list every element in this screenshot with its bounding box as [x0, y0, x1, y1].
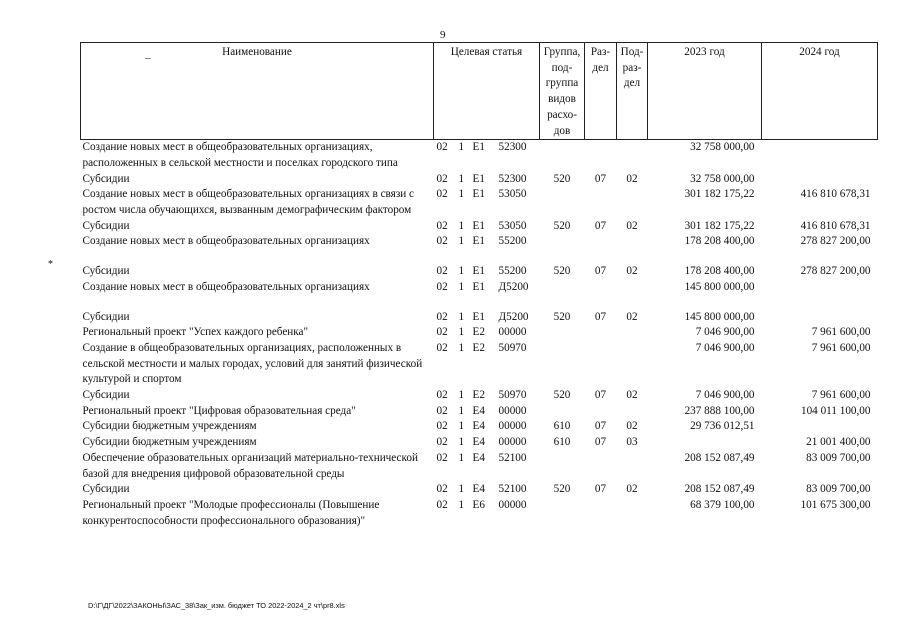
table-row [81, 325, 878, 341]
row-group [540, 451, 585, 482]
target-article-part: 00000 [498, 436, 527, 449]
row-group [540, 280, 585, 296]
row-target-article [434, 404, 540, 420]
target-article-part: 00000 [498, 404, 527, 417]
header-group: Группа, под-группа видов расхо-дов [540, 43, 585, 140]
target-article-part: 02 [436, 404, 448, 417]
row-target-article [434, 325, 540, 341]
target-article-part: Е1 [472, 235, 485, 248]
row-amount-2024 [762, 140, 878, 172]
target-article-part: Е1 [472, 188, 485, 201]
file-path-footer: D:\Г\ДГ\2022\ЗАКОНЫ\ЗАС_38\Зак_изм. бюджет ТО 2022-2024_2 чт\pr8.xls [88, 601, 345, 610]
target-article-part: 02 [436, 141, 448, 154]
table-row [81, 310, 878, 326]
header-name: Наименование [81, 43, 434, 140]
row-amount-2024: 7 961 600,00 [811, 326, 871, 339]
row-subsection: 03 [626, 436, 638, 449]
dash-mark: – [145, 52, 151, 64]
target-article-part: 53050 [498, 188, 527, 201]
target-article-part: 02 [436, 310, 448, 323]
target-article-part: 02 [436, 326, 448, 339]
row-name: Субсидии бюджетным учреждениям [82, 436, 257, 449]
table-row [81, 435, 878, 451]
row-subsection [617, 140, 648, 172]
row-amount-2024 [762, 280, 878, 296]
target-article-part: 1 [458, 436, 465, 449]
row-amount-2023: 145 800 000,00 [684, 280, 755, 293]
row-amount-2024: 7 961 600,00 [811, 389, 871, 402]
row-name: Региональный проект "Цифровая образовательная среда" [82, 404, 356, 417]
row-target-article [434, 341, 540, 388]
row-name: Субсидии [82, 483, 130, 496]
row-name: Субсидии [82, 172, 130, 185]
row-target-article [434, 419, 540, 435]
row-amount-2024: 7 961 600,00 [811, 341, 871, 354]
row-amount-2024: 83 009 700,00 [806, 451, 871, 464]
row-subsection [617, 498, 648, 529]
table-row [81, 498, 878, 529]
table-row [81, 388, 878, 404]
row-amount-2024: 278 827 200,00 [800, 235, 871, 248]
row-section [585, 451, 617, 482]
row-target-article [434, 310, 540, 326]
target-article-part: 1 [458, 498, 465, 511]
target-article-part: 1 [458, 420, 465, 433]
target-article-part: Е4 [472, 436, 485, 449]
target-article-part: Е1 [472, 141, 485, 154]
row-amount-2024: 83 009 700,00 [806, 483, 871, 496]
row-name: Создание в общеобразовательных организациях, расположенных в сельской местности и малых городах, условий для занятий физической культурой и спортом [82, 341, 423, 386]
target-article-part: 1 [458, 326, 465, 339]
row-spacer [81, 250, 878, 264]
target-article-part: Е4 [472, 404, 485, 417]
row-amount-2023: 68 379 100,00 [690, 498, 755, 511]
table-row [81, 451, 878, 482]
row-amount-2024: 416 810 678,31 [800, 188, 871, 201]
row-section: 07 [594, 172, 607, 185]
row-amount-2024: 278 827 200,00 [800, 265, 871, 278]
target-article-part: 1 [458, 389, 465, 402]
row-name: Создание новых мест в общеобразовательных организациях [82, 280, 370, 293]
target-article-part: 02 [436, 436, 448, 449]
target-article-part: Е2 [472, 389, 485, 402]
row-amount-2023: 32 758 000,00 [690, 172, 755, 185]
target-article-part: Д5200 [498, 280, 529, 293]
target-article-part: 1 [458, 280, 465, 293]
row-amount-2023: 301 182 175,22 [684, 219, 755, 232]
row-section [585, 280, 617, 296]
row-name: Создание новых мест в общеобразовательных организациях, расположенных в сельской местности и поселках городского типа [82, 141, 398, 169]
target-article-part: 02 [436, 498, 448, 511]
target-article-part: 02 [436, 483, 448, 496]
target-article-part: 50970 [498, 389, 527, 402]
row-amount-2023: 208 152 087,49 [684, 451, 755, 464]
row-spacer [81, 296, 878, 310]
row-amount-2023: 178 208 400,00 [684, 235, 755, 248]
row-section: 07 [594, 310, 607, 323]
row-target-article [434, 187, 540, 218]
row-amount-2024: 416 810 678,31 [800, 219, 871, 232]
target-article-part: Е1 [472, 219, 485, 232]
target-article-part: 1 [458, 310, 465, 323]
target-article-part: Е1 [472, 280, 485, 293]
row-group: 520 [553, 172, 571, 185]
row-target-article [434, 264, 540, 280]
row-amount-2024: 104 011 100,00 [800, 404, 871, 417]
row-target-article [434, 219, 540, 235]
target-article-part: 02 [436, 420, 448, 433]
row-group [540, 341, 585, 388]
row-target-article [434, 498, 540, 529]
target-article-part: Е1 [472, 265, 485, 278]
target-article-part: 1 [458, 451, 465, 464]
row-amount-2023: 301 182 175,22 [684, 188, 755, 201]
target-article-part: 00000 [498, 498, 527, 511]
row-target-article [434, 451, 540, 482]
row-name: Создание новых мест в общеобразовательных организациях [82, 235, 370, 248]
row-amount-2023: 7 046 900,00 [695, 341, 755, 354]
row-amount-2024 [762, 310, 878, 326]
row-target-article [434, 388, 540, 404]
table-row [81, 264, 878, 280]
row-section: 07 [594, 219, 607, 232]
row-section: 07 [594, 420, 607, 433]
table-row [81, 482, 878, 498]
target-article-part: 02 [436, 172, 448, 185]
target-article-part: 52100 [498, 483, 527, 496]
row-amount-2024: 101 675 300,00 [800, 498, 871, 511]
row-target-article [434, 482, 540, 498]
row-group: 520 [553, 265, 571, 278]
row-amount-2024: 21 001 400,00 [806, 436, 871, 449]
target-article-part: 55200 [498, 265, 527, 278]
target-article-part: 00000 [498, 420, 527, 433]
target-article-part: 1 [458, 172, 465, 185]
row-amount-2023: 145 800 000,00 [684, 310, 755, 323]
row-name: Субсидии [82, 265, 130, 278]
row-section [585, 140, 617, 172]
row-target-article [434, 172, 540, 188]
target-article-part: 02 [436, 341, 448, 354]
target-article-part: Е6 [472, 498, 485, 511]
row-spacer-cell [81, 250, 878, 264]
row-group [540, 498, 585, 529]
row-group [540, 187, 585, 218]
target-article-part: 1 [458, 265, 465, 278]
row-section [585, 404, 617, 420]
row-name: Субсидии [82, 389, 130, 402]
target-article-part: 02 [436, 219, 448, 232]
target-article-part: 1 [458, 483, 465, 496]
target-article-part: Е1 [472, 172, 485, 185]
row-section [585, 187, 617, 218]
table-row [81, 140, 878, 172]
row-section [585, 325, 617, 341]
row-name: Создание новых мест в общеобразовательных организациях в связи с ростом числа обучающихся, вызванным демографическим фактором [82, 188, 415, 217]
target-article-part: 50970 [498, 341, 527, 354]
row-amount-2023: 32 758 000,00 [690, 141, 755, 154]
target-article-part: 02 [436, 188, 448, 201]
row-group: 610 [553, 420, 571, 433]
row-amount-2023: 29 736 012,51 [690, 420, 755, 433]
row-group [540, 234, 585, 250]
target-article-part: 1 [458, 235, 465, 248]
target-article-part: 53050 [498, 219, 527, 232]
target-article-part: Е2 [472, 326, 485, 339]
row-name: Региональный проект "Успех каждого ребенка" [82, 326, 309, 339]
row-amount-2023: 237 888 100,00 [684, 404, 755, 417]
target-article-part: 1 [458, 404, 465, 417]
row-subsection: 02 [626, 389, 638, 402]
row-amount-2023: 178 208 400,00 [684, 265, 755, 278]
target-article-part: 55200 [498, 235, 527, 248]
row-subsection [617, 325, 648, 341]
row-section: 07 [594, 265, 607, 278]
target-article-part: 02 [436, 235, 448, 248]
row-subsection [617, 451, 648, 482]
target-article-part: 1 [458, 219, 465, 232]
target-article-part: 02 [436, 265, 448, 278]
target-article-part: 1 [458, 341, 465, 354]
table-row [81, 187, 878, 218]
table-row [81, 219, 878, 235]
table-row [81, 404, 878, 420]
target-article-part: 1 [458, 141, 465, 154]
page-number: 9 [440, 29, 446, 41]
row-subsection: 02 [626, 483, 638, 496]
row-section: 07 [594, 483, 607, 496]
row-group: 610 [553, 436, 571, 449]
row-subsection [617, 404, 648, 420]
target-article-part: 1 [458, 188, 465, 201]
target-article-part: 52100 [498, 451, 527, 464]
row-subsection: 02 [626, 219, 638, 232]
row-subsection: 02 [626, 172, 638, 185]
table-row [81, 234, 878, 250]
row-target-article [434, 140, 540, 172]
table-row [81, 172, 878, 188]
target-article-part: 02 [436, 389, 448, 402]
target-article-part: 02 [436, 280, 448, 293]
target-article-part: Е4 [472, 451, 485, 464]
row-group: 520 [553, 389, 571, 402]
row-amount-2024 [762, 419, 878, 435]
row-name: Субсидии [82, 310, 130, 323]
target-article-part: Е4 [472, 483, 485, 496]
header-year-2024: 2024 год [762, 43, 878, 140]
row-group: 520 [553, 483, 571, 496]
row-amount-2023: 7 046 900,00 [695, 326, 755, 339]
row-target-article [434, 234, 540, 250]
target-article-part: 52300 [498, 141, 527, 154]
header-target-article: Целевая статья [434, 43, 540, 140]
row-section: 07 [594, 389, 607, 402]
row-group: 520 [553, 219, 571, 232]
row-subsection [617, 341, 648, 388]
row-subsection: 02 [626, 265, 638, 278]
row-name: Обеспечение образовательных организаций материально-технической базой для внедрения цифровой образовательной среды [82, 451, 418, 480]
row-group: 520 [553, 310, 571, 323]
row-spacer-cell [81, 296, 878, 310]
row-group [540, 140, 585, 172]
row-target-article [434, 435, 540, 451]
header-section: Раз-дел [585, 43, 617, 140]
target-article-part: 00000 [498, 326, 527, 339]
row-subsection: 02 [626, 310, 638, 323]
row-subsection: 02 [626, 420, 638, 433]
table-row [81, 280, 878, 296]
header-subsection: Под-раз-дел [617, 43, 648, 140]
row-subsection [617, 234, 648, 250]
row-name: Региональный проект "Молодые профессионалы (Повышение конкурентоспособности профессионального образования)" [82, 498, 380, 527]
row-group [540, 404, 585, 420]
side-mark: * [48, 259, 53, 270]
row-amount-2023: 7 046 900,00 [695, 389, 755, 402]
row-name: Субсидии бюджетным учреждениям [82, 420, 257, 433]
row-section [585, 498, 617, 529]
header-year-2023: 2023 год [648, 43, 762, 140]
target-article-part: 02 [436, 451, 448, 464]
row-section [585, 341, 617, 388]
row-subsection [617, 187, 648, 218]
table-row [81, 419, 878, 435]
target-article-part: 52300 [498, 172, 527, 185]
target-article-part: Е4 [472, 420, 485, 433]
table-row [81, 341, 878, 388]
row-name: Субсидии [82, 219, 130, 232]
target-article-part: Е1 [472, 310, 485, 323]
target-article-part: Д5200 [498, 310, 529, 323]
row-amount-2023: 208 152 087,49 [684, 483, 755, 496]
row-section: 07 [594, 436, 607, 449]
row-amount-2024 [762, 172, 878, 188]
budget-table [80, 42, 878, 529]
row-subsection [617, 280, 648, 296]
row-target-article [434, 280, 540, 296]
row-amount-2023 [648, 435, 762, 451]
table-header-row [81, 43, 878, 140]
row-group [540, 325, 585, 341]
row-section [585, 234, 617, 250]
target-article-part: Е2 [472, 341, 485, 354]
